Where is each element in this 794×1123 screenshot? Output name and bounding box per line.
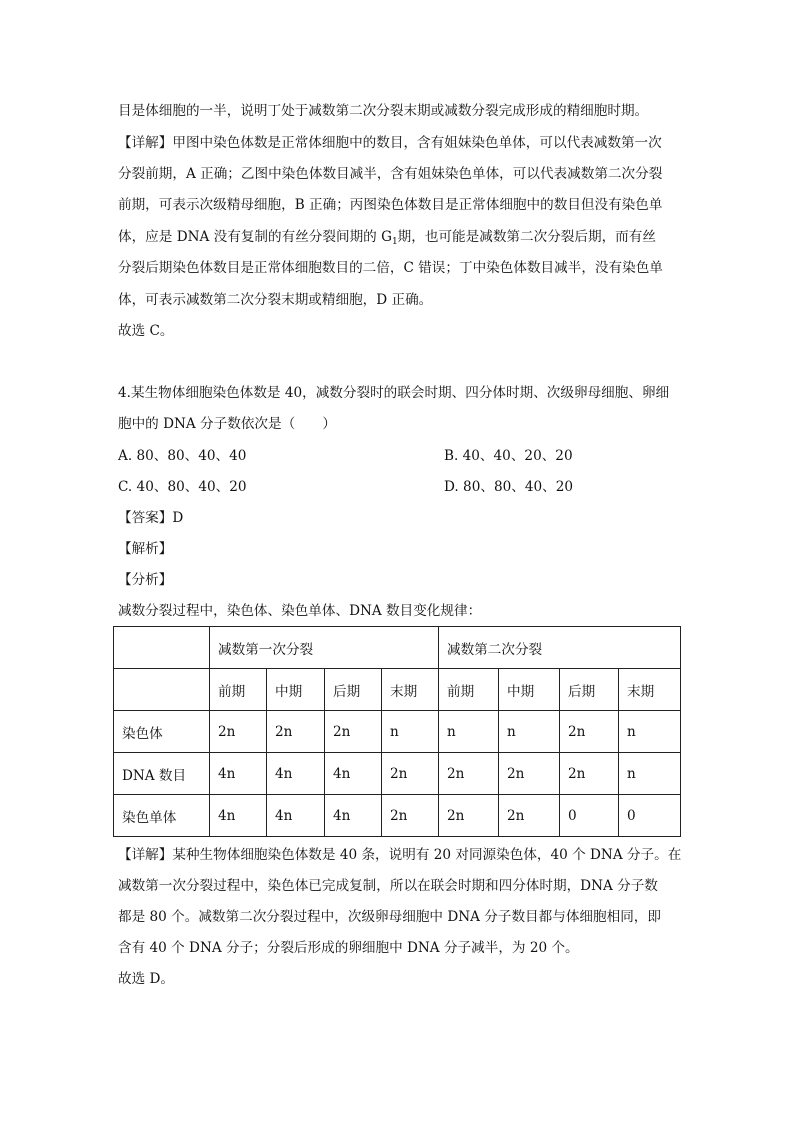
- detail-line: 分裂前期，A 正确；乙图中染色体数目减半，含有姐妹染色单体，可以代表减数第二次分裂: [118, 166, 663, 182]
- detail-line: 前期，可表示次级精母细胞，B 正确；丙图染色体数目是正常体细胞中的数目但没有染色单: [118, 197, 663, 213]
- detail-line: 减数第一次分裂过程中，染色体已完成复制，所以在联会时期和四分体时期，DNA 分子数: [118, 878, 658, 894]
- table-row: [114, 795, 681, 837]
- detail-text: 体，应是 DNA 没有复制的有丝分裂间期的 G: [118, 229, 392, 245]
- detail-line: 【详解】甲图中染色体数是正常体细胞中的数目，含有姐妹染色单体，可以代表减数第一次: [118, 135, 662, 151]
- group-header: 减数第一次分裂: [210, 627, 439, 669]
- table-cell: 4n: [210, 753, 267, 795]
- question-stem: 4.某生物体细胞染色体数是 40，减数分裂时的联会时期、四分体时期、次级卵母细胞、卵细: [118, 385, 670, 401]
- table-cell: 2n: [439, 753, 499, 795]
- table-cell: 4n: [267, 795, 325, 837]
- table-intro: 减数分裂过程中，染色体、染色单体、DNA 数目变化规律：: [118, 603, 482, 619]
- table-cell: 4n: [325, 753, 382, 795]
- meiosis-table: [113, 626, 681, 837]
- option-b: B. 40、40、20、20: [444, 448, 573, 464]
- table-cell: 4n: [267, 753, 325, 795]
- table-cell: 2n: [499, 753, 560, 795]
- answer-label: 【答案】D: [118, 510, 184, 526]
- table-cell: 4n: [325, 795, 382, 837]
- subscript: 1: [391, 237, 398, 247]
- explanation-line: 目是体细胞的一半，说明丁处于减数第二次分裂末期或减数分裂完成形成的精细胞时期。: [118, 103, 649, 119]
- phase-header: 前期: [210, 669, 267, 711]
- table-cell: 2n: [267, 711, 325, 753]
- table-cell: 2n: [325, 711, 382, 753]
- analysis-label: 【解析】: [118, 541, 173, 557]
- table-cell: n: [382, 711, 439, 753]
- phase-header: 后期: [325, 669, 382, 711]
- table-cell: 2n: [560, 711, 619, 753]
- table-cell: n: [619, 753, 681, 795]
- phase-header: 中期: [499, 669, 560, 711]
- table-cell: 2n: [499, 795, 560, 837]
- detail-line: 体，可表示减数第二次分裂末期或精细胞，D 正确。: [118, 292, 433, 308]
- table-cell: 0: [619, 795, 681, 837]
- table-row: [114, 627, 681, 669]
- phase-header: 末期: [619, 669, 681, 711]
- table-cell: [114, 669, 210, 711]
- analysis-sub-label: 【分析】: [118, 572, 173, 588]
- detail-text: 期，也可能是减数第二次分裂后期，而有丝: [397, 229, 656, 245]
- question-stem: 胞中的 DNA 分子数依次是（ ）: [118, 416, 336, 432]
- detail-line: 含有 40 个 DNA 分子；分裂后形成的卵细胞中 DNA 分子减半，为 20 个。: [118, 940, 579, 956]
- table-cell: 2n: [560, 753, 619, 795]
- table-cell: 2n: [382, 795, 439, 837]
- group-header: 减数第二次分裂: [439, 627, 681, 669]
- phase-header: 中期: [267, 669, 325, 711]
- detail-line: 【详解】某种生物体细胞染色体数是 40 条，说明有 20 对同源染色体，40 个 DNA 分子。在: [118, 847, 682, 863]
- phase-header: 末期: [382, 669, 439, 711]
- table-cell: n: [619, 711, 681, 753]
- answer-choice-line: 故选 D。: [118, 971, 175, 987]
- table-row: [114, 669, 681, 711]
- detail-line: 分裂后期染色体数目是正常体细胞数目的二倍，C 错误；丁中染色体数目减半，没有染色单: [118, 260, 663, 276]
- option-a: A. 80、80、40、40: [118, 448, 247, 464]
- table-cell: 4n: [210, 795, 267, 837]
- table-row: [114, 711, 681, 753]
- table-cell: 2n: [210, 711, 267, 753]
- table-cell: 2n: [439, 795, 499, 837]
- detail-line: 都是 80 个。减数第二次分裂过程中，次级卵母细胞中 DNA 分子数目都与体细胞相同，即: [118, 909, 661, 925]
- table-cell: 2n: [382, 753, 439, 795]
- detail-line: [118, 227, 688, 252]
- row-label: 染色单体: [114, 795, 210, 837]
- table-row: [114, 753, 681, 795]
- option-d: D. 80、80、40、20: [444, 479, 574, 495]
- table-cell: n: [439, 711, 499, 753]
- table-cell: [114, 627, 210, 669]
- row-label: 染色体: [114, 711, 210, 753]
- table-cell: n: [499, 711, 560, 753]
- table-cell: 0: [560, 795, 619, 837]
- phase-header: 后期: [560, 669, 619, 711]
- row-label: DNA 数目: [114, 753, 210, 795]
- answer-choice-line: 故选 C。: [118, 323, 174, 339]
- option-c: C. 40、80、40、20: [118, 479, 247, 495]
- phase-header: 前期: [439, 669, 499, 711]
